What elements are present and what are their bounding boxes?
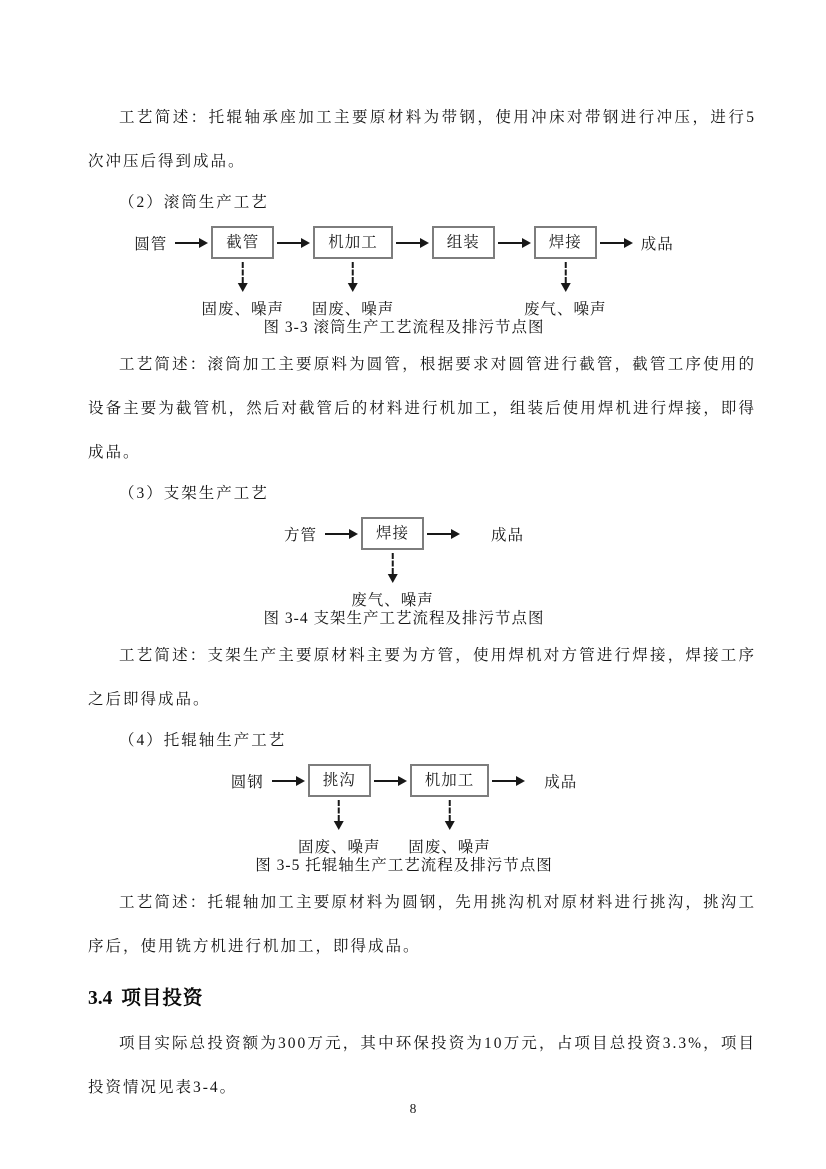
process-box: 机加工 — [313, 226, 393, 259]
waste-drop — [524, 259, 607, 319]
arrow-right-icon — [175, 238, 208, 248]
flow-row — [88, 222, 720, 317]
process-box: 截管 — [211, 226, 274, 259]
flow-input-label: 方管 — [283, 526, 317, 544]
flow-step — [432, 226, 495, 259]
arrow-right-icon — [498, 238, 531, 248]
flow-step — [351, 517, 434, 609]
dashed-arrow-down-icon — [448, 800, 450, 821]
paragraph-investment: 项目实际总投资额为300万元，其中环保投资为10万元，占项目总投资3.3%，项目投资情况见表3-4。 — [88, 1035, 756, 1096]
arrow-right-icon — [492, 776, 525, 786]
waste-drop — [312, 259, 395, 319]
flow-output-label: 成品 — [544, 773, 578, 791]
flow-step — [311, 226, 395, 318]
arrow-right-icon — [396, 238, 429, 248]
arrow-right-icon — [277, 238, 310, 248]
arrow-right-icon — [272, 776, 305, 786]
paragraph-drum-summary: 工艺简述：滚筒加工主要原料为圆管，根据要求对圆管进行截管，截管工序使用的设备主要为截管机，然后对截管后的材料进行机加工，组装后使用焊机进行焊接，即得成品。 — [88, 356, 756, 461]
dashed-arrow-down-icon — [564, 262, 566, 283]
flow-row — [88, 760, 720, 855]
flow-input-label: 圆钢 — [230, 773, 264, 791]
flow-step — [408, 764, 491, 856]
waste-drop — [298, 797, 381, 857]
diagram-bracket-flowchart — [88, 513, 720, 630]
diagram-shaft-flowchart — [88, 760, 720, 877]
waste-output-label: 固废、噪声 — [311, 301, 395, 318]
paragraph-bracket-summary: 工艺简述：支架生产主要原材料主要为方管，使用焊机对方管进行焊接，焊接工序之后即得成品。 — [88, 647, 756, 708]
waste-output-label: 固废、噪声 — [297, 839, 381, 856]
waste-drop — [408, 797, 491, 857]
flow-output-label: 成品 — [491, 526, 525, 544]
figure-caption-3-5: 图 3-5 托辊轴生产工艺流程及排污节点图 — [255, 857, 553, 874]
waste-output-label: 固废、噪声 — [201, 301, 284, 318]
process-box: 挑沟 — [308, 764, 371, 797]
subheading-shaft-process: （4）托辊轴生产工艺 — [119, 732, 287, 749]
section-title: 项目投资 — [121, 987, 204, 1009]
waste-drop — [351, 550, 434, 610]
waste-output-label: 固废、噪声 — [408, 839, 491, 856]
arrow-right-icon — [427, 529, 460, 539]
arrow-right-icon — [374, 776, 407, 786]
subheading-drum-process: （2）滚筒生产工艺 — [119, 194, 269, 211]
section-heading-project-investment — [88, 983, 756, 1014]
process-box: 组装 — [432, 226, 495, 259]
waste-drop — [201, 259, 284, 319]
figure-caption-3-3: 图 3-3 滚筒生产工艺流程及排污节点图 — [263, 319, 545, 336]
flow-input-label: 圆管 — [134, 235, 168, 253]
waste-output-label: 废气、噪声 — [524, 301, 607, 318]
figure-caption-3-4: 图 3-4 支架生产工艺流程及排污节点图 — [263, 610, 545, 627]
flow-row — [88, 513, 720, 608]
dashed-arrow-down-icon — [391, 553, 393, 574]
process-box: 焊接 — [361, 517, 424, 550]
flow-step — [524, 226, 607, 318]
flow-output-label: 成品 — [640, 235, 674, 253]
arrow-right-icon — [325, 529, 358, 539]
waste-output-label: 废气、噪声 — [351, 592, 434, 609]
dashed-arrow-down-icon — [242, 262, 244, 283]
paragraph-shaft-summary: 工艺简述：托辊轴加工主要原材料为圆钢，先用挑沟机对原材料进行挑沟，挑沟工序后，使用铣方机进行机加工，即得成品。 — [88, 894, 756, 955]
section-number: 3.4 — [88, 988, 113, 1009]
process-box: 焊接 — [534, 226, 597, 259]
dashed-arrow-down-icon — [352, 262, 354, 283]
arrow-right-icon — [600, 238, 633, 248]
process-box: 机加工 — [410, 764, 490, 797]
dashed-arrow-down-icon — [338, 800, 340, 821]
flow-step — [201, 226, 284, 318]
page-number: 8 — [409, 1101, 417, 1116]
subheading-bracket-process: （3）支架生产工艺 — [119, 485, 269, 502]
flow-step — [297, 764, 381, 856]
diagram-drum-flowchart — [88, 222, 720, 339]
paragraph-bearing-summary: 工艺简述：托辊轴承座加工主要原材料为带钢，使用冲床对带钢进行冲压，进行5次冲压后得到成品。 — [88, 109, 756, 170]
